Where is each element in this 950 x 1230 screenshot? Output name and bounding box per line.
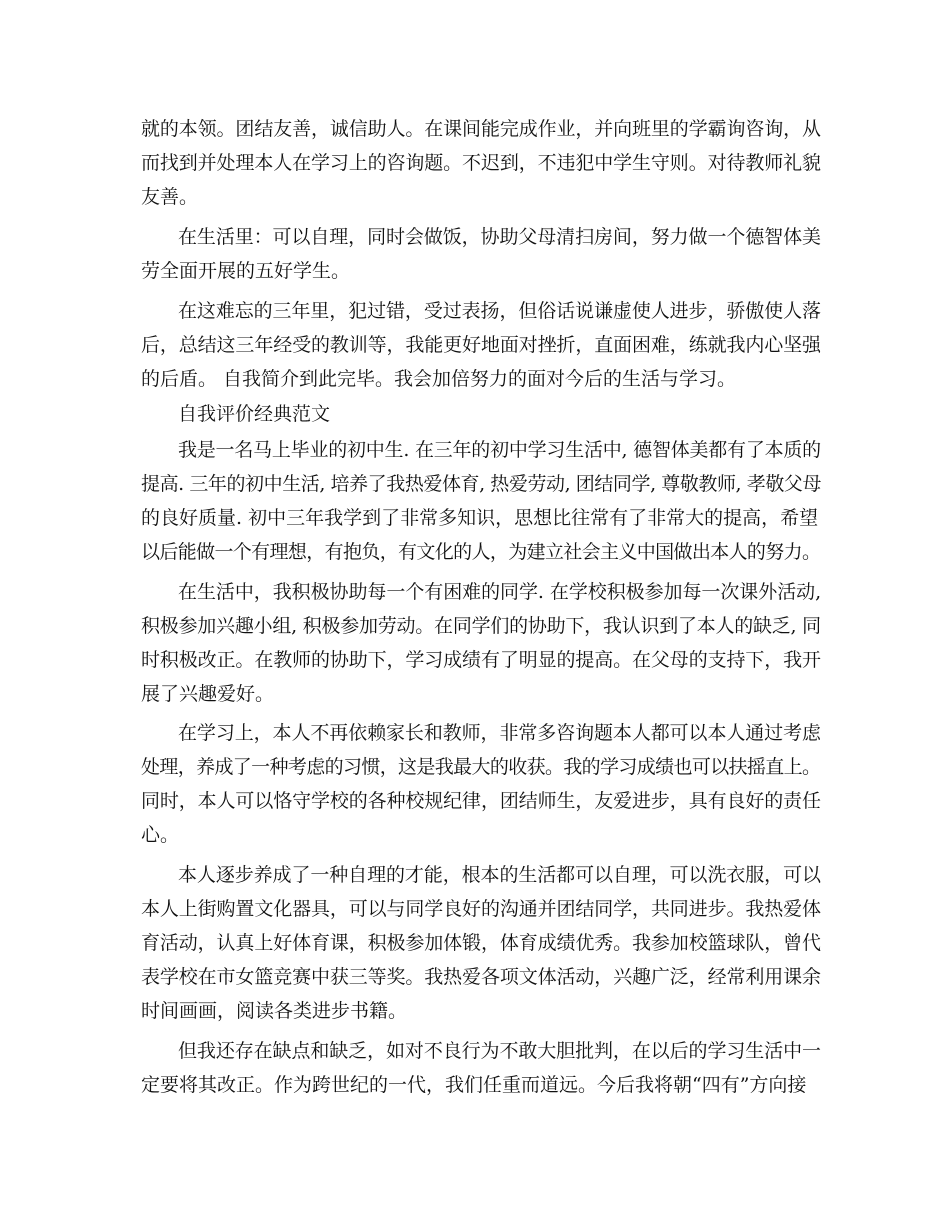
text-line: 提高. 三年的初中生活, 培养了我热爱体育, 热爱劳动, 团结同学, 尊敬教师, 孝敬父母 <box>141 473 822 495</box>
text-line: 展了兴趣爱好。 <box>141 683 275 705</box>
text-line: 时间画画，阅读各类进步书籍。 <box>141 1000 408 1022</box>
text-line: 时积极改正。在教师的协助下，学习成绩有了明显的提高。在父母的支持下，我开 <box>141 649 821 671</box>
text-line: 本人上街购置文化器具，可以与同学良好的沟通并团结同学，共同进步。我热爱体 <box>141 898 821 920</box>
text-line: 表学校在市女篮竞赛中获三等奖。我热爱各项文体活动，兴趣广泛，经常利用课余 <box>141 966 821 988</box>
text-line: 心。 <box>141 824 180 846</box>
paragraph-start-line: 本人逐步养成了一种自理的才能，根本的生活都可以自理，可以洗衣服，可以 <box>178 864 821 886</box>
text-line: 友善。 <box>141 186 199 208</box>
text-line: 劳全面开展的五好学生。 <box>141 260 351 282</box>
text-line: 定要将其改正。作为跨世纪的一代，我们任重而道远。今后我将朝“四有”方向接 <box>141 1074 807 1096</box>
text-line: 而找到并处理本人在学习上的咨询题。不迟到，不违犯中学生守则。对待教师礼貌 <box>141 152 821 174</box>
text-line: 的后盾。 自我简介到此完毕。我会加倍努力的面对今后的生活与学习。 <box>141 368 737 390</box>
text-line: 积极参加兴趣小组, 积极参加劳动。在同学们的协助下，我认识到了本人的缺乏, 同 <box>141 615 821 637</box>
text-line: 育活动，认真上好体育课，积极参加体锻，体育成绩优秀。我参加校篮球队，曾代 <box>141 932 821 954</box>
text-line: 处理，养成了一种考虑的习惯，这是我最大的收获。我的学习成绩也可以扶摇直上。 <box>141 756 821 778</box>
text-line: 同时，本人可以恪守学校的各种校规纪律，团结师生，友爱进步，具有良好的责任 <box>141 790 821 812</box>
paragraph-start-line: 但我还存在缺点和缺乏，如对不良行为不敢大胆批判，在以后的学习生活中一 <box>178 1040 821 1062</box>
text-line: 以后能做一个有理想，有抱负，有文化的人，为建立社会主义中国做出本人的努力。 <box>141 541 821 563</box>
paragraph-start-line: 在学习上，本人不再依赖家长和教师，非常多咨询题本人都可以本人通过考虑 <box>178 722 821 744</box>
text-line: 就的本领。团结友善，诚信助人。在课间能完成作业，并向班里的学霸询咨询，从 <box>141 118 821 140</box>
paragraph-start-line: 在这难忘的三年里，犯过错，受过表扬，但俗话说谦虚使人进步，骄傲使人落 <box>178 300 821 322</box>
text-line: 后，总结这三年经受的教训等，我能更好地面对挫折，直面困难，练就我内心坚强 <box>141 334 821 356</box>
paragraph-start-line: 在生活中，我积极协助每一个有困难的同学. 在学校积极参加每一次课外活动, <box>178 581 822 603</box>
section-heading: 自我评价经典范文 <box>178 403 331 425</box>
text-line: 的良好质量. 初中三年我学到了非常多知识，思想比往常有了非常大的提高，希望 <box>141 507 819 529</box>
paragraph-start-line: 在生活里：可以自理，同时会做饭，协助父母清扫房间，努力做一个德智体美 <box>178 226 821 248</box>
paragraph-start-line: 我是一名马上毕业的初中生. 在三年的初中学习生活中, 德智体美都有了本质的 <box>178 439 821 461</box>
